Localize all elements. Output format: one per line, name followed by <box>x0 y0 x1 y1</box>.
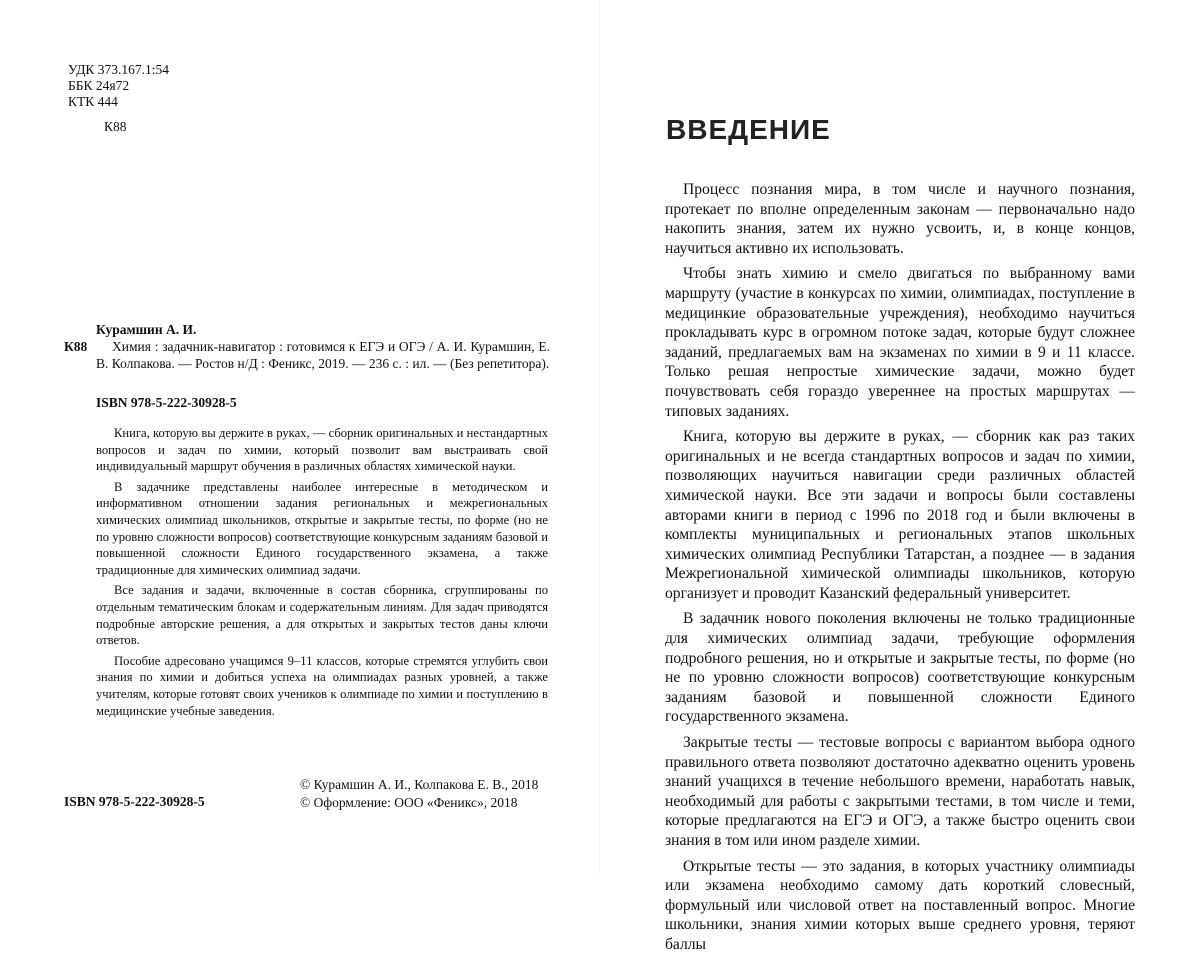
annotation-paragraph: В задачнике представлены наиболее интересные в методическом и информативном отношении задания региональных и межрегиональных химических олимпиад школьников, открытые и закрытые тесты, по форме (но не по уровню сложности вопросов) соответствующие конкурсным заданиям базовой и повышенной сложности Единого государственного экзамена, а также традиционные для химических олимпиад задачи. <box>96 479 548 577</box>
annotation-paragraph: Книга, которую вы держите в руках, — сборник оригинальных и нестандартных вопросов и задач по химии, который позволит вам выстраивать свой индивидуальный маршрут обучения в различных областях химической науки. <box>96 426 548 474</box>
classification-codes <box>68 62 169 110</box>
intro-paragraph: Чтобы знать химию и смело двигаться по выбранному вами маршруту (участие в конкурсах по химии, олимпиадах, поступление в медицинкие образовательные учреждения), необходимо научиться прокладывать курс в огромном потоке задач, которые будут сложнее заданий, предлагаемых вам на экзаменах по химии в 9 и 11 классе. Только решая непростые химические задачи, можно будет почувствовать себя гораздо увереннее на простых маршрутах — типовых заданиях. <box>665 265 1135 420</box>
introduction-text <box>665 180 1135 961</box>
copyright-design: © Оформление: ООО «Феникс», 2018 <box>300 795 518 810</box>
copyright-authors: © Курамшин А. И., Колпакова Е. В., 2018 <box>300 777 539 792</box>
bbk-code: ББК 24я72 <box>68 78 130 93</box>
annotation-paragraph: Все задания и задачи, включенные в состав сборника, сгруппированы по отдельным тематическим блокам и содержательным линиям. Для задач приводятся подробные авторские решения, а для открытых и закрытых тестов даны ключи ответов. <box>96 583 548 648</box>
author-heading: Курамшин А. И. <box>96 322 197 337</box>
isbn-footer: ISBN 978-5-222-30928-5 <box>64 794 205 809</box>
copyright-block <box>300 776 538 812</box>
chapter-heading: ВВЕДЕНИЕ <box>666 114 831 145</box>
ktk-code: КТК 444 <box>68 94 118 109</box>
annotation-paragraph: Пособие адресовано учащимся 9–11 классов, которые стремятся углубить свои знания по химии и добиться успеха на олимпиадах разных уровней, а также учителям, которые готовят своих учеников к олимпиаде по химии и поступлению в медицинские учебные заведения. <box>96 653 548 718</box>
intro-paragraph: Книга, которую вы держите в руках, — сборник как раз таких оригинальных и не всегда стандартных вопросов и задач по химии, позволяющих научиться навигации среди различных областей химической науки. Все эти задачи и вопросы были составлены авторами книги в период с 1996 по 2018 год и были включены в комплекты муниципальных и региональных этапов школьных химических олимпиад Республики Татарстан, а позднее — в задания Межрегиональной химической олимпиады школьников, которую организует и проводит Казанский федеральный университет. <box>665 428 1135 602</box>
annotation <box>96 425 548 723</box>
author-mark-top: К88 <box>104 119 127 134</box>
author-mark-side: К88 <box>64 339 88 354</box>
intro-paragraph: Открытые тесты — это задания, в которых участнику олимпиады или экзамена необходимо самому дать короткий словесный, формульный или числовой ответ на поставленный вопрос. Многие школьники, знания химии которых выше среднего уровня, теряют баллы <box>665 857 1135 953</box>
intro-paragraph: Процесс познания мира, в том числе и научного познания, протекает по вполне определенным законам — первоначально надо накопить знания, затем их нужно усвоить, и, в конце концов, научиться активно их использовать. <box>665 181 1135 257</box>
isbn-record: ISBN 978-5-222-30928-5 <box>96 395 237 410</box>
bibliographic-record: Химия : задачник-навигатор : готовимся к ЕГЭ и ОГЭ / А. И. Курамшин, Е. В. Колпакова. — Ростов н/Д : Феникс, 2019. — 236 с. : ил. — (Без репетитора). <box>96 339 550 371</box>
right-page <box>600 0 1200 953</box>
left-page <box>0 0 600 873</box>
intro-paragraph: Закрытые тесты — тестовые вопросы с вариантом выбора одного правильного ответа позволяют достаточно адекватно оценить уровень знаний учащихся в течение небольшого времени, наработать навык, необходимый для работы с закрытыми тестами, в том числе и теми, которые предлагаются на ЕГЭ и ОГЭ, а также быстро оценить свои знания в том или ином разделе химии. <box>665 734 1135 849</box>
udk-code: УДК 373.167.1:54 <box>68 62 170 77</box>
intro-paragraph: В задачник нового поколения включены не только традиционные для химических олимпиад задачи, требующие оформления подробного решения, но и открытые и закрытые тесты, по форме (но не по уровню сложности вопросов) соответствующие конкурсным заданиям базовой и повышенной сложности Единого государственного экзамена. <box>665 610 1135 726</box>
